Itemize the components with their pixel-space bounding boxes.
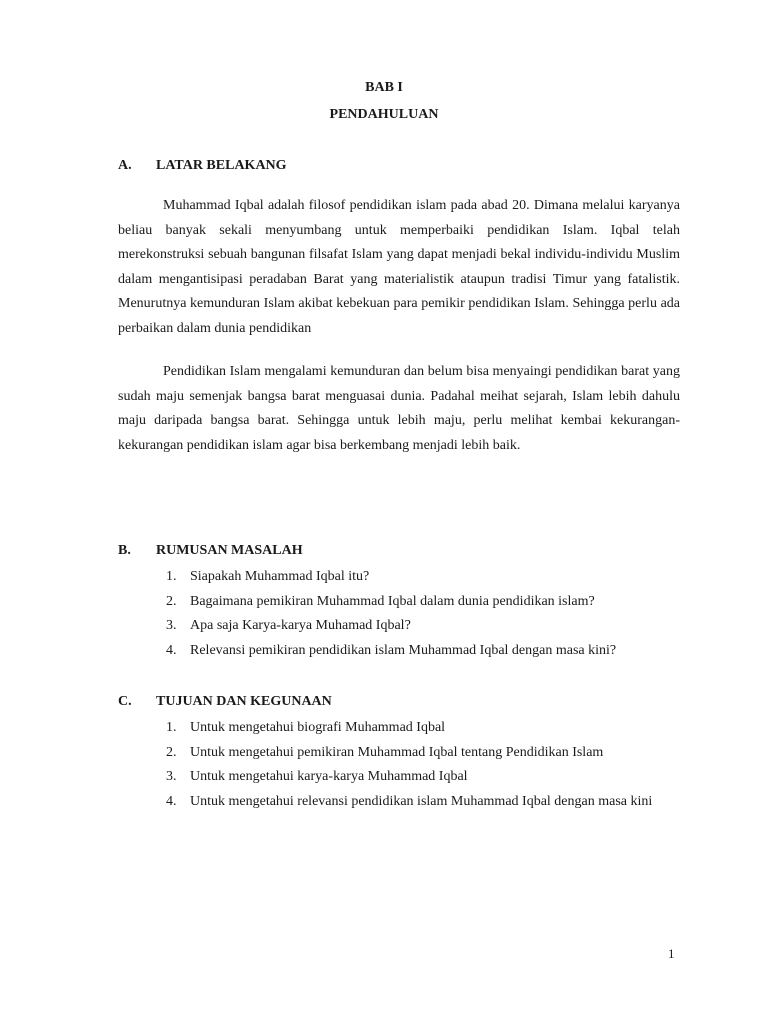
section-a-letter: A. <box>118 158 132 173</box>
section-b-letter: B. <box>118 543 131 558</box>
list-item-number: 3. <box>166 769 177 784</box>
list-item <box>0 765 768 790</box>
list-item <box>0 639 768 664</box>
section-c-heading <box>118 694 332 710</box>
background-paragraph-2: Pendidikan Islam mengalami kemunduran dan belum bisa menyaingi pendidikan barat yang sudah maju semenjak bangsa barat menguasai dunia. Padahal meihat sejarah, Islam lebih dahulu maju daripada bangsa barat. Sehingga untuk lebih maju, perlu melihat kembai kekurangan-kekurangan pendidikan islam agar bisa berkembang menjadi lebih baik. <box>118 364 680 453</box>
list-item <box>0 716 768 741</box>
section-c-letter: C. <box>118 694 132 709</box>
chapter-title: BAB I <box>365 80 403 95</box>
list-item-number: 2. <box>166 593 177 609</box>
list-item-text: Untuk mengetahui relevansi pendidikan islam Muhammad Iqbal dengan masa kini <box>190 793 653 809</box>
list-item-text: Relevansi pemikiran pendidikan islam Muhammad Iqbal dengan masa kini? <box>190 642 617 658</box>
page-number: 1 <box>668 946 675 961</box>
purpose-list <box>0 716 768 839</box>
problem-list <box>0 565 768 663</box>
list-item <box>0 790 768 839</box>
list-item-number: 4. <box>166 642 177 658</box>
list-item-text: Siapakah Muhammad Iqbal itu? <box>190 569 370 584</box>
list-item <box>0 565 768 590</box>
list-item-number: 4. <box>166 793 177 809</box>
list-item-text: Untuk mengetahui biografi Muhammad Iqbal <box>190 720 446 735</box>
section-b-title: RUMUSAN MASALAH <box>156 543 303 558</box>
list-item <box>0 741 768 766</box>
list-item-text: Untuk mengetahui pemikiran Muhammad Iqbal tentang Pendidikan Islam <box>190 744 604 760</box>
section-a-heading <box>118 158 287 174</box>
list-item-text: Apa saja Karya-karya Muhamad Iqbal? <box>190 618 411 633</box>
section-b-heading <box>118 543 303 559</box>
list-item-text: Untuk mengetahui karya-karya Muhammad Iqbal <box>190 769 468 784</box>
list-item-number: 1. <box>166 569 177 584</box>
list-item-number: 1. <box>166 720 177 735</box>
list-item-number: 2. <box>166 744 177 760</box>
list-item-text: Bagaimana pemikiran Muhammad Iqbal dalam dunia pendidikan islam? <box>190 593 595 609</box>
list-item <box>0 614 768 639</box>
chapter-name: PENDAHULUAN <box>329 107 439 122</box>
section-a-title: LATAR BELAKANG <box>156 158 287 173</box>
section-c-title: TUJUAN DAN KEGUNAAN <box>156 694 332 709</box>
list-item <box>0 590 768 615</box>
list-item-number: 3. <box>166 618 177 633</box>
background-paragraph-1: Muhammad Iqbal adalah filosof pendidikan islam pada abad 20. Dimana melalui karyanya beliau banyak sekali menyumbang untuk memperbaiki pendidikan Islam. Iqbal telah merekonstruksi sebuah bangunan filsafat Islam yang dapat menjadi bekal individu-individu Muslim dalam mengantisipasi peradaban Barat yang materialistik ataupun tradisi Timur yang fatalistik. Menurutnya kemunduran Islam akibat kebekuan para pemikir pendidikan Islam. Sehingga perlu ada perbaikan dalam dunia pendidikan <box>118 198 680 336</box>
